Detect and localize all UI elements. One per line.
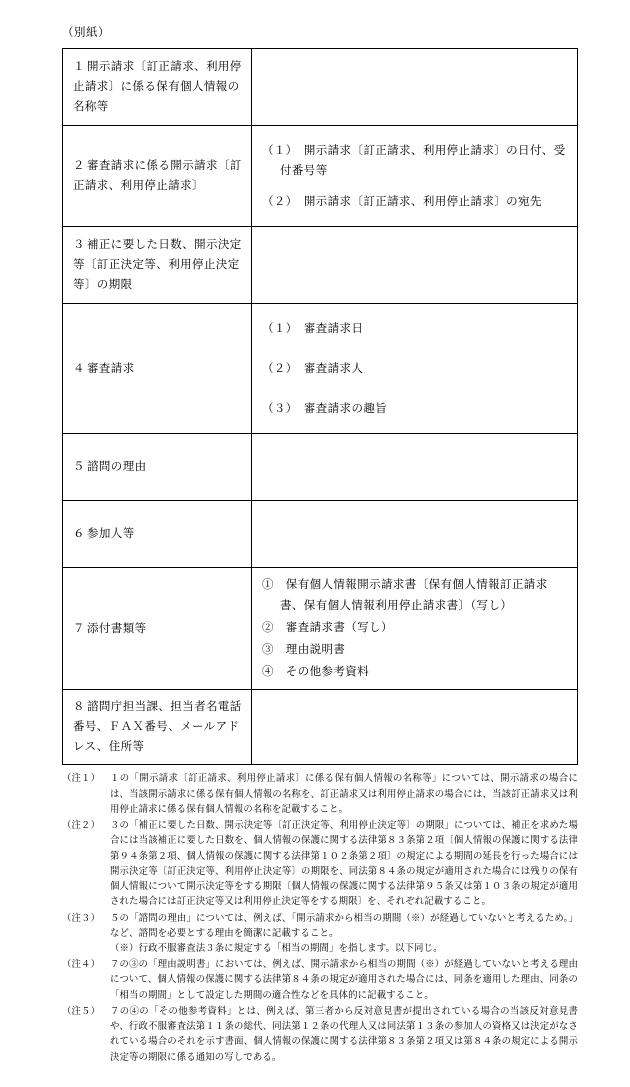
table-row: [63, 304, 578, 434]
row-number: ３: [73, 239, 85, 252]
row-value-cell: [252, 126, 578, 227]
row-label-cell: [63, 434, 252, 501]
note-key: （注５）: [62, 1006, 101, 1017]
row-label: 諮問の理由: [87, 461, 147, 474]
note-body: [110, 819, 578, 910]
row-label: 審査請求: [87, 362, 135, 375]
note-item: [62, 819, 578, 910]
sub-item: ① 保有個人情報開示請求書〔保有個人情報訂正請求書、保有個人情報利用停止請求書〕（写し）: [262, 579, 548, 612]
sub-item: （１） 審査請求日: [262, 322, 364, 335]
note-body: [110, 772, 578, 818]
note-body: [110, 958, 578, 1004]
row-number: ５: [73, 461, 85, 474]
row-label: 添付書類等: [87, 622, 147, 635]
note-item: [62, 1005, 578, 1066]
row-label: 補正に要した日数、開示決定等〔訂正決定等、利用停止決定等〕の期限: [73, 239, 242, 292]
document-label: （別紙）: [62, 27, 110, 39]
row-number: ７: [73, 622, 85, 635]
row-number: ６: [73, 528, 85, 541]
note-item: [62, 958, 578, 1004]
sub-item: ② 審査請求書（写し）: [262, 621, 393, 634]
note-paragraph: ７の④の「その他参考資料」とは、例えば、第三者から反対意見書が提出されている場合の当該反対意見書や、行政不服審査法第１１条の総代、同法第１２条の代理人又は同法第１３条の参加人の資格又は決定がなされている場合のそれを示す書面、個人情報の保護に関する法律第８３条第２項又は第８４条の規定による開示決定等の期限に係る通知の写しである。: [110, 1006, 578, 1063]
note-item: [62, 772, 578, 818]
row-label-cell: [63, 304, 252, 434]
table-row: [63, 434, 578, 501]
row-value-cell: [252, 304, 578, 434]
row-label-cell: [63, 568, 252, 690]
row-value-cell: [252, 227, 578, 304]
row-number: ８: [73, 701, 85, 714]
row-label: 諮問庁担当課、担当者名電話番号、ＦＡＸ番号、メールアドレス、住所等: [73, 701, 242, 754]
sub-item: （３） 審査請求の趣旨: [262, 402, 388, 415]
note-body: [110, 1005, 578, 1066]
row-label: 参加人等: [87, 528, 135, 541]
table-row: [63, 227, 578, 304]
note-key: （注１）: [62, 774, 101, 785]
sub-item: ③ 理由説明書: [262, 643, 346, 656]
table-row: [63, 568, 578, 690]
table-row: [63, 49, 578, 126]
row-number: ４: [73, 362, 85, 375]
sub-item: （１） 開示請求〔訂正請求、利用停止請求〕の日付、受付番号等: [262, 144, 566, 177]
row-label-cell: [63, 49, 252, 126]
row-label: 開示請求〔訂正請求、利用停止請求〕に係る保有個人情報の名称等: [73, 61, 242, 114]
note-key: （注４）: [62, 960, 101, 971]
row-label-cell: [63, 227, 252, 304]
note-paragraph: ３の「補正に要した日数、開示決定等〔訂正決定等、利用停止決定等〕の期限」については、補正を求めた場合には当該補正に要した日数を、個人情報の保護に関する法律第８３条第２項〔個人情報の保護に関する法律第９４条第２項、個人情報の保護に関する法律第１０２条第２項〕の規定による期間の延長を行った場合には開示決定等〔訂正決定等、利用停止決定等〕の期限を、同法第８４条の規定が適用された場合には残りの保有個人情報について開示決定等をする期限〔個人情報の保護に関する法律第９５条又は第１０３条の規定が適用された場合には訂正決定等又は利用停止決定等をする期限〕を、それぞれ記載すること。: [110, 821, 578, 908]
table-row: [63, 126, 578, 227]
sub-item: ④ その他参考資料: [262, 665, 370, 678]
table-row: [63, 501, 578, 568]
row-value-cell: [252, 568, 578, 690]
table-row: [63, 690, 578, 765]
row-value-cell: [252, 690, 578, 765]
note-body: [110, 912, 578, 958]
row-label-cell: [63, 126, 252, 227]
note-key: （注２）: [62, 821, 101, 832]
row-value-cell: [252, 501, 578, 568]
note-paragraph: ５の「諮問の理由」については、例えば、「開示請求から相当の期間（※）が経過していないと考えるため。」など、諮問を必要とする理由を簡潔に記載すること。: [110, 913, 578, 939]
row-label: 審査請求に係る開示請求〔訂正請求、利用停止請求〕: [73, 160, 242, 193]
row-value-cell: [252, 434, 578, 501]
row-number: １: [73, 61, 85, 74]
row-value-cell: [252, 49, 578, 126]
note-paragraph: （※）行政不服審査法３条に規定する「相当の期間」を指します。以下同じ。: [110, 943, 443, 954]
notes-section: [62, 772, 578, 1065]
consultation-form-table: [62, 48, 578, 765]
note-key: （注３）: [62, 913, 101, 924]
sub-item: （２） 開示請求〔訂正請求、利用停止請求〕の宛先: [262, 195, 542, 208]
note-paragraph: １の「開示請求〔訂正請求、利用停止請求〕に係る保有個人情報の名称等」については、開示請求の場合には、当該開示請求に係る保有個人情報の名称を、訂正請求又は利用停止請求の場合には、当該訂正請求又は利用停止請求に係る保有個人情報の名称を記載すること。: [110, 774, 578, 815]
note-item: [62, 912, 578, 958]
row-label-cell: [63, 501, 252, 568]
row-number: ２: [73, 160, 85, 173]
note-paragraph: ７の③の「理由説明書」においては、例えば、開示請求から相当の期間（※）が経過していないと考える理由について、個人情報の保護に関する法律第８４条の規定が適用された場合には、同条を適用した理由、同条の「相当の期間」として設定した期間の適合性などを具体的に記載すること。: [110, 960, 578, 1001]
row-label-cell: [63, 690, 252, 765]
sub-item: （２） 審査請求人: [262, 362, 364, 375]
